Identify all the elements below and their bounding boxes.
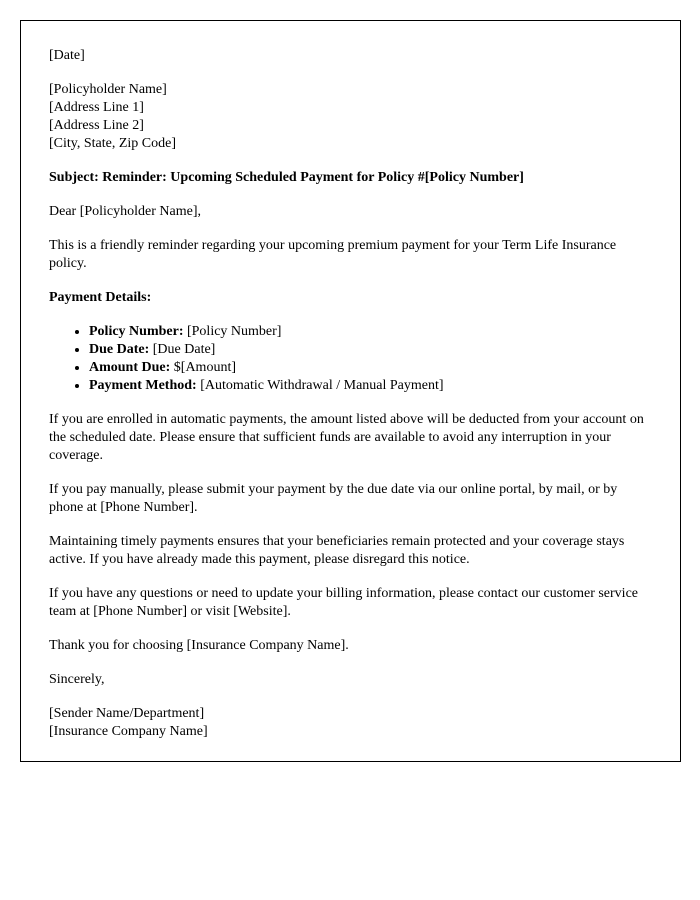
signature-block [49, 705, 650, 741]
auto-payment-paragraph: If you are enrolled in automatic payments, the amount listed above will be deducted from your account on the scheduled date. Please ensure that sufficient funds are available to avoid any interruption in your coverage. [49, 412, 644, 463]
list-item-amount-due [89, 359, 650, 377]
sender-name: [Sender Name/Department] [49, 706, 205, 721]
thanks-paragraph: Thank you for choosing [Insurance Company Name]. [49, 638, 349, 653]
closing: Sincerely, [49, 672, 105, 687]
policy-number-label: Policy Number: [89, 324, 184, 339]
recipient-address-line-2: [Address Line 2] [49, 118, 144, 133]
amount-due-value: $[Amount] [170, 360, 236, 375]
policy-number-value: [Policy Number] [183, 324, 282, 339]
recipient-address-block [49, 81, 650, 153]
company-name: [Insurance Company Name] [49, 724, 208, 739]
payment-details-list [49, 323, 650, 395]
list-item-due-date [89, 341, 650, 359]
payment-method-label: Payment Method: [89, 378, 197, 393]
due-date-label: Due Date: [89, 342, 150, 357]
intro-paragraph: This is a friendly reminder regarding your upcoming premium payment for your Term Life Insurance policy. [49, 238, 617, 271]
letter-date: [Date] [49, 48, 85, 63]
payment-method-value: [Automatic Withdrawal / Manual Payment] [196, 378, 444, 393]
salutation: Dear [Policyholder Name], [49, 204, 201, 219]
manual-payment-paragraph: If you pay manually, please submit your payment by the due date via our online portal, by mail, or by phone at [Phone Number]. [49, 482, 618, 515]
recipient-name: [Policyholder Name] [49, 82, 167, 97]
recipient-address-line-1: [Address Line 1] [49, 100, 144, 115]
list-item-policy-number [89, 323, 650, 341]
letter-page [20, 20, 681, 762]
payment-details-heading: Payment Details: [49, 290, 152, 305]
amount-due-label: Amount Due: [89, 360, 171, 375]
recipient-city-state-zip: [City, State, Zip Code] [49, 136, 177, 151]
subject-line: Subject: Reminder: Upcoming Scheduled Payment for Policy #[Policy Number] [49, 170, 524, 185]
due-date-value: [Due Date] [149, 342, 216, 357]
questions-paragraph: If you have any questions or need to update your billing information, please contact our customer service team at [Phone Number] or visit [Website]. [49, 586, 638, 619]
timely-payments-paragraph: Maintaining timely payments ensures that your beneficiaries remain protected and your coverage stays active. If you have already made this payment, please disregard this notice. [49, 534, 625, 567]
list-item-payment-method [89, 377, 650, 395]
